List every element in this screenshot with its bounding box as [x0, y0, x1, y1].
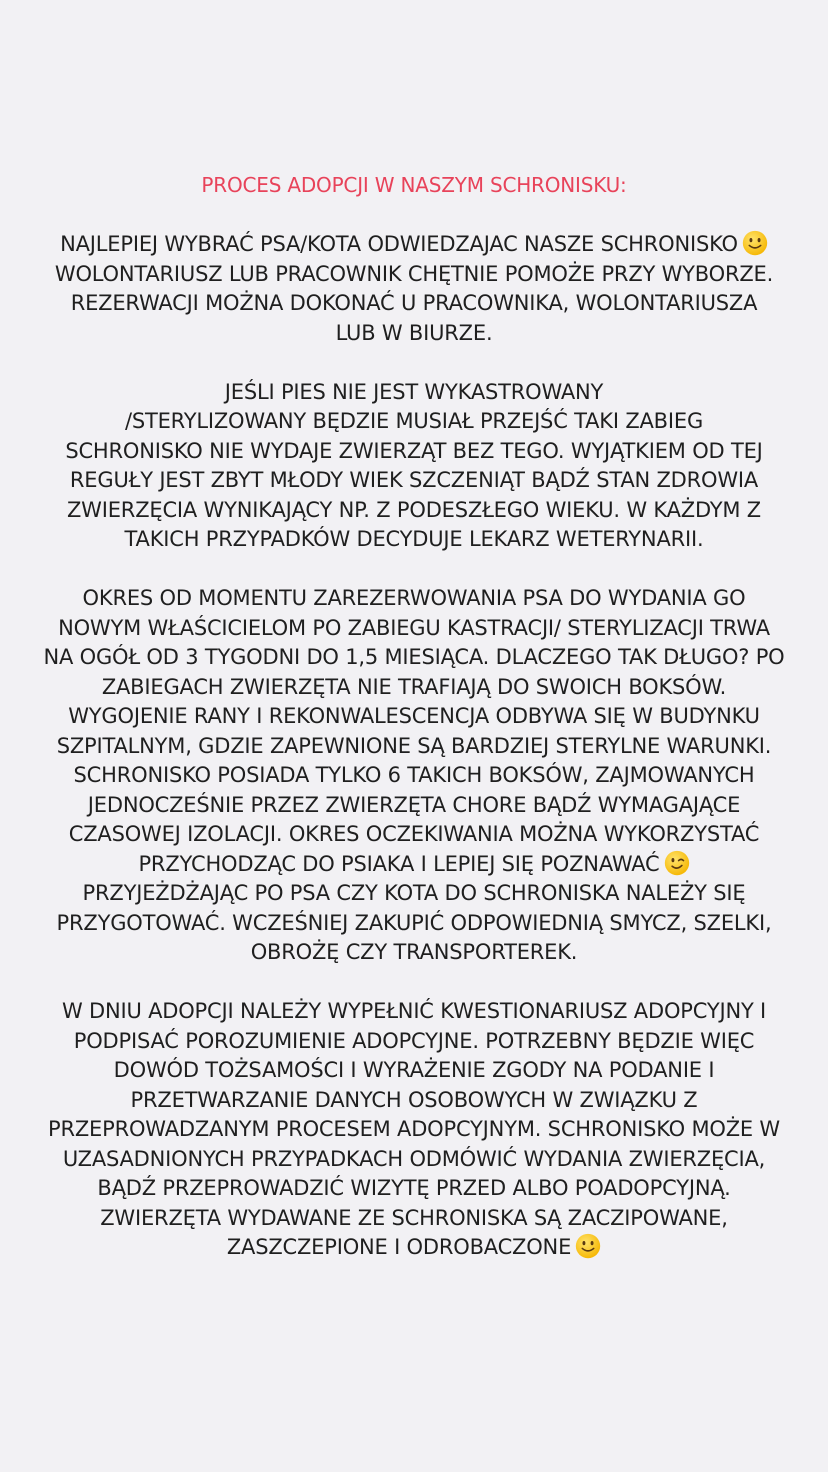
- text-line: JEŚLI PIES NIE JEST WYKASTROWANY: [224, 379, 604, 404]
- paragraph-waiting-period: [24, 584, 804, 968]
- text-line: BĄDŹ PRZEPROWADZIĆ WIZYTĘ PRZED ALBO POADOPCYJNĄ.: [97, 1176, 731, 1200]
- text-line: NA OGÓŁ OD 3 TYGODNI DO 1,5 MIESIĄCA. DLACZEGO TAK DŁUGO? PO: [43, 645, 785, 669]
- paragraph-choose-pet: [24, 230, 804, 348]
- paragraph-sterilization: [24, 378, 804, 555]
- text-line: OKRES OD MOMENTU ZAREZERWOWANIA PSA DO WYDANIA GO: [82, 586, 746, 610]
- text-line: SZPITALNYM, GDZIE ZAPEWNIONE SĄ BARDZIEJ STERYLNE WARUNKI.: [56, 733, 772, 758]
- text-line: JEDNOCZEŚNIE PRZEZ ZWIERZĘTA CHORE BĄDŹ WYMAGAJĄCE: [87, 792, 741, 817]
- text-line: NOWYM WŁAŚCICIELOM PO ZABIEGU KASTRACJI/ STERYLIZACJI TRWA: [58, 615, 770, 640]
- text-line: REZERWACJI MOŻNA DOKONAĆ U PRACOWNIKA, WOLONTARIUSZA: [70, 291, 758, 315]
- story-text-block: [24, 171, 804, 1292]
- text-line: TAKICH PRZYPADKÓW DECYDUJE LEKARZ WETERYNARII.: [124, 527, 704, 551]
- text-line: W DNIU ADOPCJI NALEŻY WYPEŁNIĆ KWESTIONARIUSZ ADOPCYJNY I: [61, 999, 767, 1023]
- text-line: UZASADNIONYCH PRZYPADKACH ODMÓWIĆ WYDANIA ZWIERZĘCIA,: [62, 1146, 766, 1171]
- slightly-smiling-face-icon: [742, 230, 768, 256]
- text-line: SCHRONISKO POSIADA TYLKO 6 TAKICH BOKSÓW, ZAJMOWANYCH: [73, 763, 755, 787]
- story-title: PROCES ADOPCJI W NASZYM SCHRONISKU:: [201, 173, 627, 197]
- text-line: SCHRONISKO NIE WYDAJE ZWIERZĄT BEZ TEGO. WYJĄTKIEM OD TEJ: [65, 438, 763, 463]
- text-line: LUB W BIURZE.: [335, 320, 493, 345]
- text-line: WYGOJENIE RANY I REKONWALESCENCJA ODBYWA SIĘ W BUDYNKU: [68, 704, 760, 728]
- text-line: PRZEPROWADZANYM PROCESEM ADOPCYJNYM. SCHRONISKO MOŻE W: [48, 1117, 780, 1141]
- text-line: REGUŁY JEST ZBYT MŁODY WIEK SZCZENIĄT BĄDŹ STAN ZDROWIA: [69, 468, 759, 492]
- text-line: CZASOWEJ IZOLACJI. OKRES OCZEKIWANIA MOŻNA WYKORZYSTAĆ: [68, 822, 760, 846]
- text-line: ZWIERZĘCIA WYNIKAJĄCY NP. Z PODESZŁEGO WIEKU. W KAŻDYM Z: [67, 497, 761, 522]
- text-line: DOWÓD TOŻSAMOŚCI I WYRAŻENIE ZGODY NA PODANIE I: [113, 1058, 715, 1082]
- text-line: /STERYLIZOWANY BĘDZIE MUSIAŁ PRZEJŚĆ TAKI ZABIEG: [124, 409, 704, 433]
- text-line: PODPISAĆ POROZUMIENIE ADOPCYJNE. POTRZEBNY BĘDZIE WIĘC: [73, 1028, 755, 1053]
- winking-face-icon: [664, 850, 690, 876]
- text-line: PRZYJEŻDŻAJĄC PO PSA CZY KOTA DO SCHRONISKA NALEŻY SIĘ: [82, 881, 746, 905]
- text-line: ZASZCZEPIONE I ODROBACZONE: [24, 1233, 804, 1263]
- text-line: ZWIERZĘTA WYDAWANE ZE SCHRONISKA SĄ ZACZIPOWANE,: [100, 1205, 728, 1230]
- text-line: OBROŻĘ CZY TRANSPORTEREK.: [250, 940, 578, 964]
- paragraph-adoption-day: [24, 997, 804, 1263]
- text-line: ZABIEGACH ZWIERZĘTA NIE TRAFIAJĄ DO SWOICH BOKSÓW.: [101, 674, 727, 699]
- text-line: PRZYCHODZĄC DO PSIAKA I LEPIEJ SIĘ POZNAWAĆ: [24, 850, 804, 880]
- text-line: NAJLEPIEJ WYBRAĆ PSA/KOTA ODWIEDZAJAC NASZE SCHRONISKO: [24, 230, 804, 260]
- text-line: PRZYGOTOWAĆ. WCZEŚNIEJ ZAKUPIĆ ODPOWIEDNIĄ SMYCZ, SZELKI,: [56, 910, 772, 935]
- text-line: PRZETWARZANIE DANYCH OSOBOWYCH W ZWIĄZKU Z: [130, 1087, 698, 1112]
- text-line: WOLONTARIUSZ LUB PRACOWNIK CHĘTNIE POMOŻE PRZY WYBORZE.: [54, 261, 774, 286]
- slightly-smiling-face-icon: [575, 1233, 601, 1259]
